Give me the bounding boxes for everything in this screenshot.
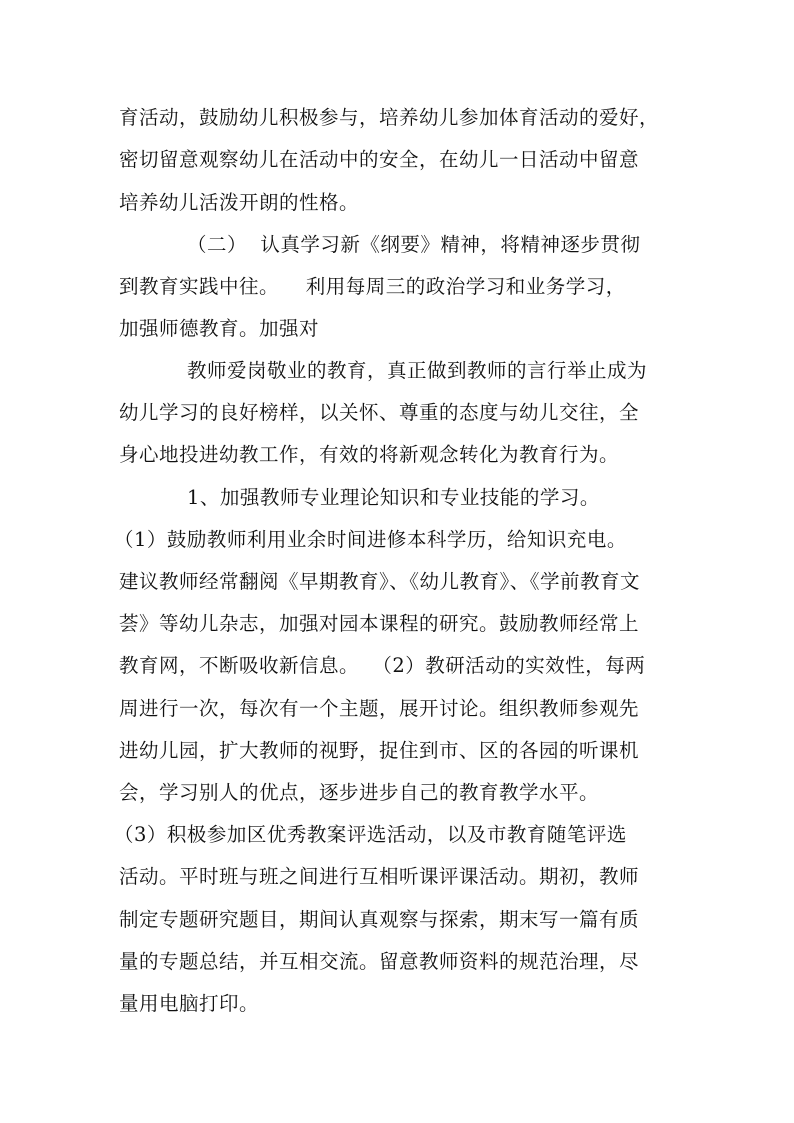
paragraph-line: （3）积极参加区优秀教案评选活动，以及市教育随笔评选 bbox=[114, 823, 627, 846]
paragraph-line: 进幼儿园，扩大教师的视野，捉住到市、区的各园的听课机 bbox=[119, 739, 640, 762]
paragraph-line: 荟》等幼儿杂志，加强对园本课程的研究。鼓励教师经常上 bbox=[119, 612, 640, 635]
paragraph-line: 建议教师经常翻阅《早期教育》、《幼儿教育》、《学前教育文 bbox=[119, 570, 641, 593]
paragraph-line: 教师爱岗敬业的教育，真正做到教师的言行举止成为 bbox=[187, 359, 648, 382]
paragraph-line: （1）鼓励教师利用业余时间进修本科学历，给知识充电。 bbox=[114, 528, 627, 551]
paragraph-line: 会，学习别人的优点，逐步进步自己的教育教学水平。 bbox=[119, 781, 600, 804]
paragraph-line: 教育网，不断吸收新信息。 （2）教研活动的实效性，每两 bbox=[119, 654, 646, 677]
paragraph-line: 制定专题研究题目，期间认真观察与探索，期末写一篇有质 bbox=[119, 908, 640, 931]
paragraph-line: 加强师德教育。加强对 bbox=[119, 317, 320, 340]
paragraph-line: 密切留意观察幼儿在活动中的安全，在幼儿一日活动中留意 bbox=[119, 148, 640, 171]
paragraph-line: 活动。平时班与班之间进行互相听课评课活动。期初，教师 bbox=[119, 865, 640, 888]
paragraph-line: 周进行一次，每次有一个主题，展开讨论。组织教师参观先 bbox=[119, 697, 640, 720]
paragraph-line: 育活动，鼓励幼儿积极参与，培养幼儿参加体育活动的爱好， bbox=[119, 106, 660, 129]
paragraph-line: 培养幼儿活泼开朗的性格。 bbox=[119, 191, 360, 214]
paragraph-line: 身心地投进幼教工作，有效的将新观念转化为教育行为。 bbox=[119, 443, 620, 466]
section-heading-line: （二） 认真学习新《纲要》精神，将精神逐步贯彻 bbox=[187, 233, 641, 256]
paragraph-line: 幼儿学习的良好榜样，以关怀、尊重的态度与幼儿交往，全 bbox=[119, 401, 640, 424]
paragraph-line: 到教育实践中往。 利用每周三的政治学习和业务学习， bbox=[119, 275, 626, 298]
subsection-heading-line: 1、加强教师专业理论知识和专业技能的学习。 bbox=[187, 486, 600, 509]
paragraph-line: 量用电脑打印。 bbox=[119, 992, 260, 1015]
paragraph-line: 量的专题总结，并互相交流。留意教师资料的规范治理，尽 bbox=[119, 950, 640, 973]
